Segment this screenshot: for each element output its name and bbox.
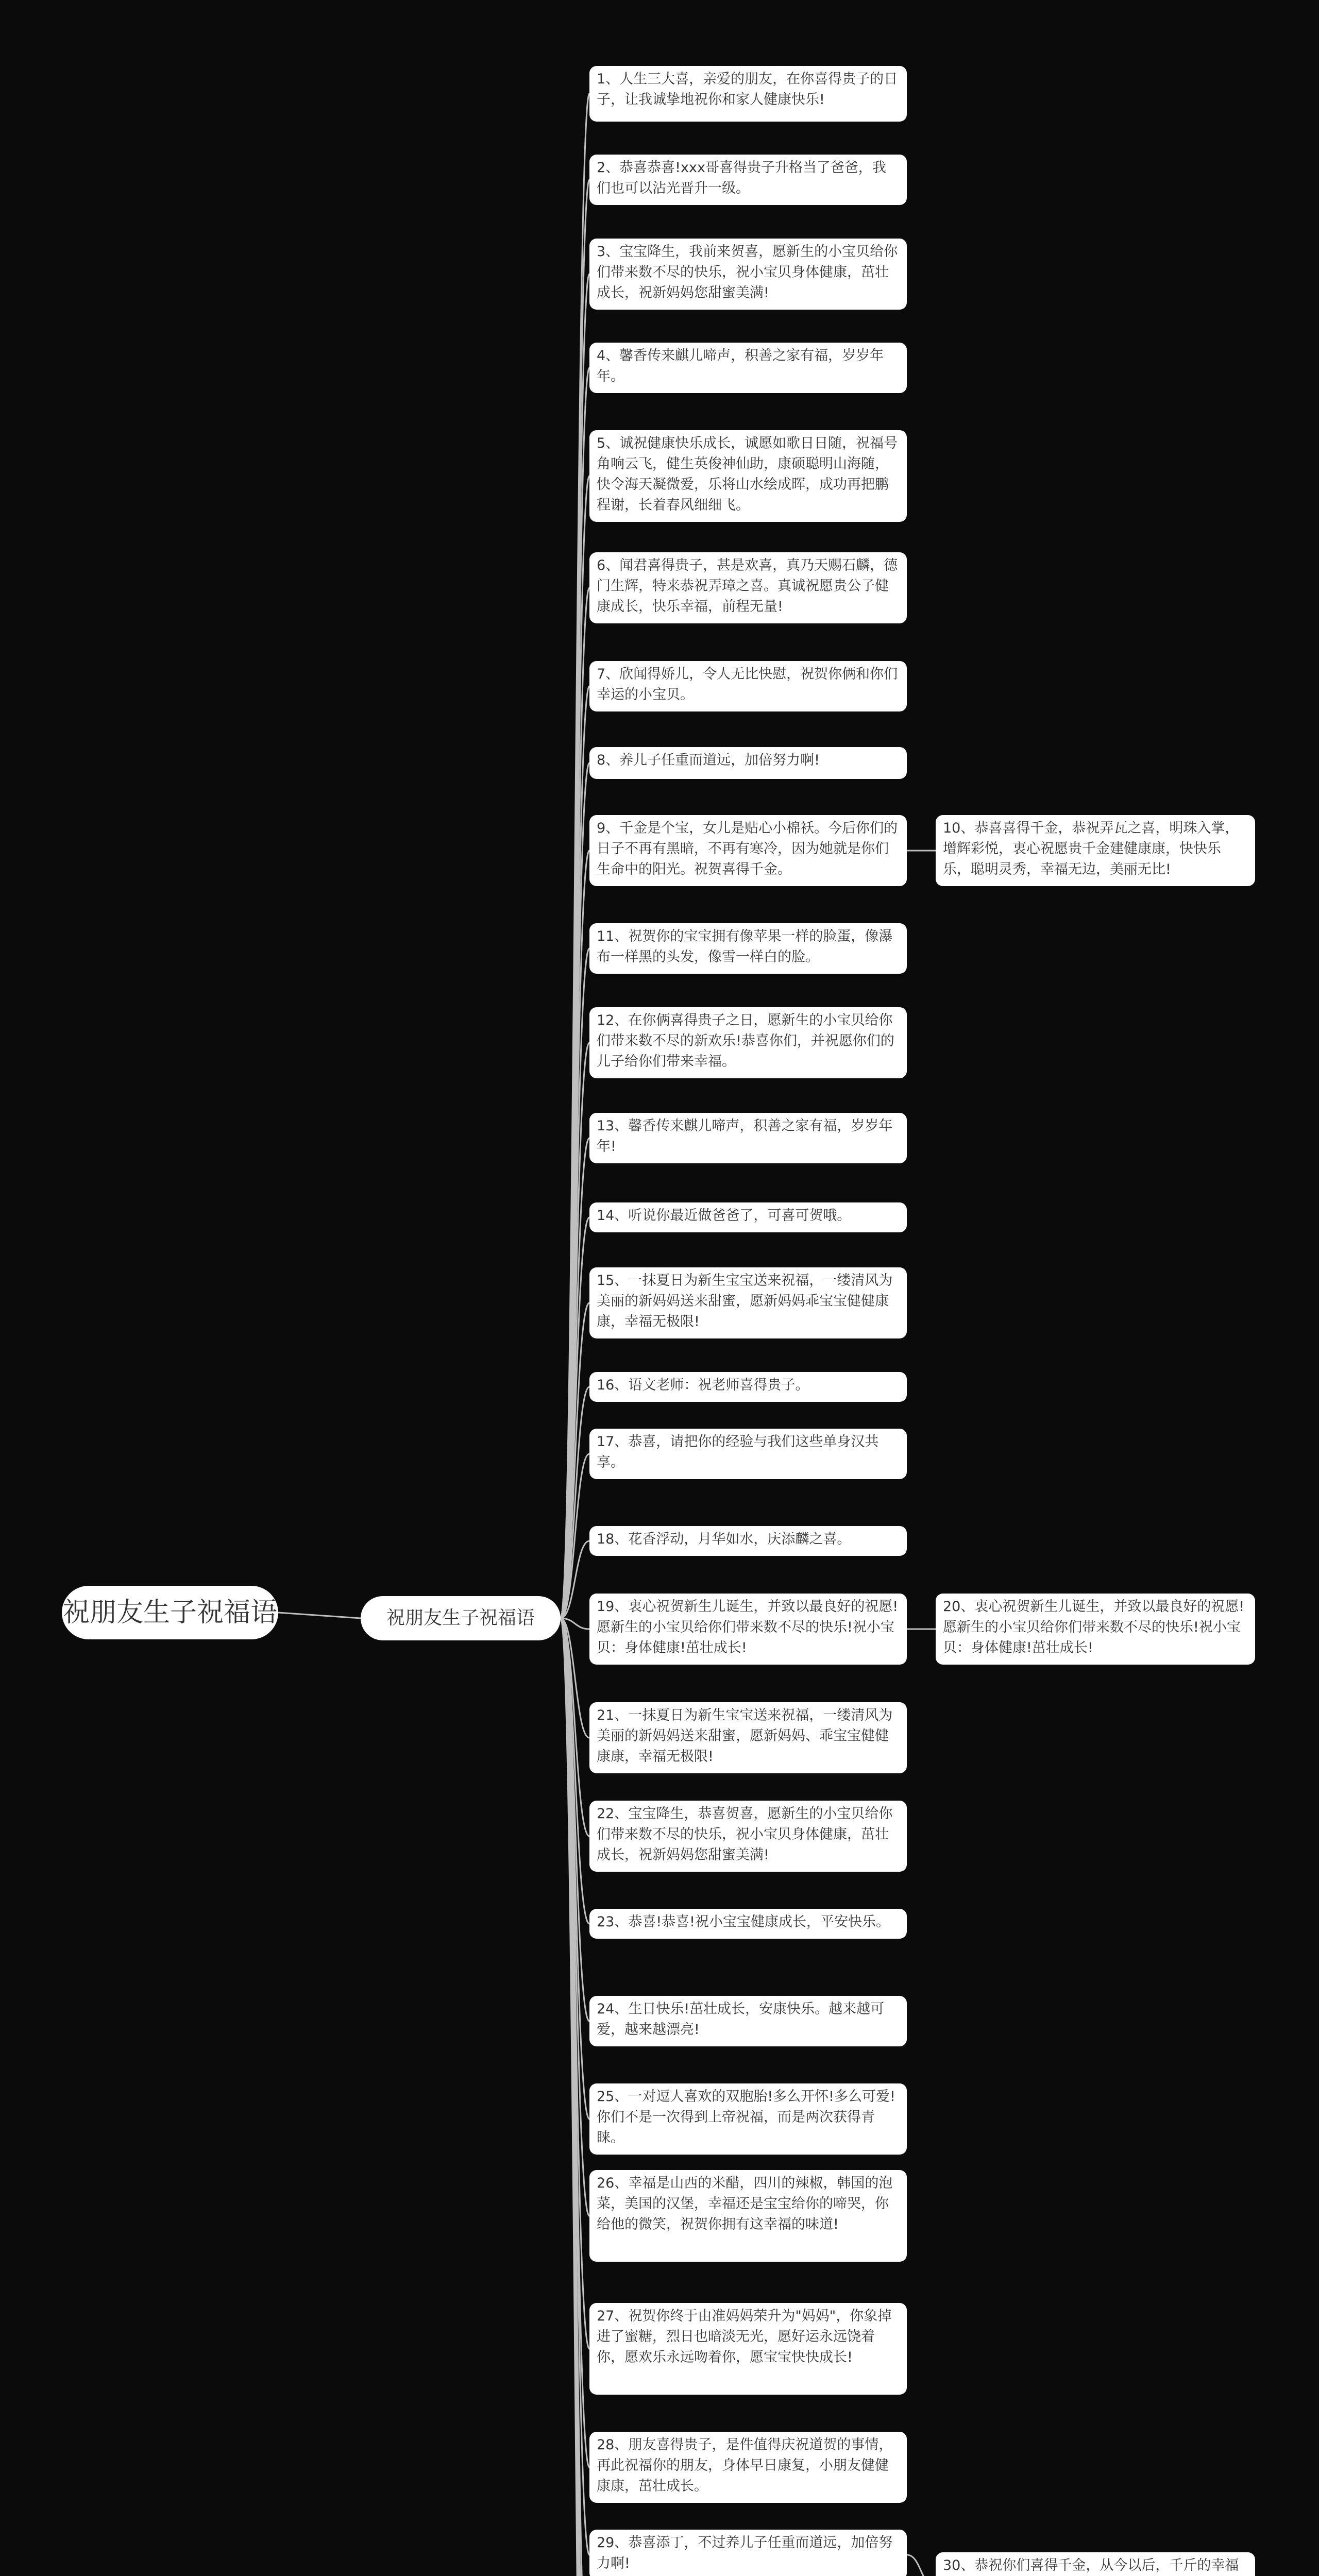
branch-item[interactable]: 6、闻君喜得贵子，甚是欢喜，真乃天赐石麟，德门生辉，特来恭祝弄璋之喜。真诚祝愿贵公子健康成长，快乐幸福，前程无量! — [589, 552, 907, 623]
branch-item[interactable]: 28、朋友喜得贵子，是件值得庆祝道贺的事情，再此祝福你的朋友，身体早日康复，小朋友健健康康，茁壮成长。 — [589, 2432, 907, 2503]
branch-item[interactable]: 12、在你俩喜得贵子之日，愿新生的小宝贝给你们带来数不尽的新欢乐!恭喜你们，并祝愿你们的儿子给你们带来幸福。 — [589, 1007, 907, 1078]
branch-item[interactable]: 16、语文老师：祝老师喜得贵子。 — [589, 1372, 907, 1402]
sub-branch-item[interactable]: 20、衷心祝贺新生儿诞生，并致以最良好的祝愿!愿新生的小宝贝给你们带来数不尽的快乐!祝小宝贝：身体健康!茁壮成长! — [936, 1594, 1255, 1665]
sub-branch-item[interactable]: 10、恭喜喜得千金，恭祝弄瓦之喜，明珠入掌，增辉彩悦，衷心祝愿贵千金建健康康，快快乐乐，聪明灵秀，幸福无边，美丽无比! — [936, 815, 1255, 886]
branch-item[interactable]: 2、恭喜恭喜!xxx哥喜得贵子升格当了爸爸，我们也可以沾光晋升一级。 — [589, 155, 907, 205]
branch-item[interactable]: 9、千金是个宝，女儿是贴心小棉袄。今后你们的日子不再有黑暗，不再有寒冷，因为她就是你们生命中的阳光。祝贺喜得千金。 — [589, 815, 907, 886]
branch-item[interactable]: 25、一对逗人喜欢的双胞胎!多么开怀!多么可爱!你们不是一次得到上帝祝福，而是两次获得青睐。 — [589, 2083, 907, 2155]
branch-item[interactable]: 23、恭喜!恭喜!祝小宝宝健康成长，平安快乐。 — [589, 1909, 907, 1939]
sub-branch-line — [907, 2555, 936, 2576]
branch-item[interactable]: 24、生日快乐!茁壮成长，安康快乐。越来越可爱，越来越漂亮! — [589, 1996, 907, 2046]
branch-item[interactable]: 27、祝贺你终于由准妈妈荣升为"妈妈"，你象掉进了蜜糖，烈日也暗淡无光，愿好运永远饶着你，愿欢乐永远吻着你，愿宝宝快快成长! — [589, 2303, 907, 2395]
branch-item[interactable]: 19、衷心祝贺新生儿诞生，并致以最良好的祝愿!愿新生的小宝贝给你们带来数不尽的快乐!祝小宝贝：身体健康!茁壮成长! — [589, 1594, 907, 1665]
branch-item[interactable]: 15、一抹夏日为新生宝宝送来祝福，一缕清风为美丽的新妈妈送来甜蜜，愿新妈妈乖宝宝健健康康，幸福无极限! — [589, 1267, 907, 1338]
branch-item[interactable]: 22、宝宝降生，恭喜贺喜，愿新生的小宝贝给你们带来数不尽的快乐，祝小宝贝身体健康，茁壮成长，祝新妈妈您甜蜜美满! — [589, 1801, 907, 1872]
branch-item[interactable]: 4、馨香传来麒儿啼声，积善之家有福，岁岁年年。 — [589, 343, 907, 393]
branch-item[interactable]: 5、诚祝健康快乐成长，诚愿如歌日日随，祝福号角响云飞，健生英俊神仙助，康硕聪明山海随，快令海天凝微爱，乐将山水绘成晖，成功再把鹏程谢，长着春风细细飞。 — [589, 430, 907, 522]
sub-branch-item[interactable]: 30、恭祝你们喜得千金，从今以后，千斤的幸福 — [936, 2552, 1255, 2576]
branch-item[interactable]: 7、欣闻得娇儿，令人无比快慰，祝贺你俩和你们幸运的小宝贝。 — [589, 661, 907, 711]
branch-item[interactable]: 26、幸福是山西的米醋，四川的辣椒，韩国的泡菜，美国的汉堡，幸福还是宝宝给你的啼哭，你给他的微笑，祝贺你拥有这幸福的味道! — [589, 2170, 907, 2262]
branch-item[interactable]: 8、养儿子任重而道远，加倍努力啊! — [589, 747, 907, 779]
branch-item[interactable]: 14、听说你最近做爸爸了，可喜可贺哦。 — [589, 1202, 907, 1232]
root-topic[interactable]: 祝朋友生子祝福语 — [62, 1586, 278, 1639]
branch-item[interactable]: 29、恭喜添丁，不过养儿子任重而道远，加倍努力啊! — [589, 2530, 907, 2576]
branch-item[interactable]: 13、馨香传来麒儿啼声，积善之家有福，岁岁年年! — [589, 1113, 907, 1163]
branch-item[interactable]: 1、人生三大喜，亲爱的朋友，在你喜得贵子的日子，让我诚挚地祝你和家人健康快乐! — [589, 66, 907, 122]
branch-item[interactable]: 11、祝贺你的宝宝拥有像苹果一样的脸蛋，像瀑布一样黑的头发，像雪一样白的脸。 — [589, 923, 907, 974]
hub-topic[interactable]: 祝朋友生子祝福语 — [361, 1596, 561, 1640]
branch-item[interactable]: 3、宝宝降生，我前来贺喜，愿新生的小宝贝给你们带来数不尽的快乐，祝小宝贝身体健康，茁壮成长，祝新妈妈您甜蜜美满! — [589, 239, 907, 310]
root-to-hub-line — [278, 1613, 361, 1618]
branch-item[interactable]: 21、一抹夏日为新生宝宝送来祝福，一缕清风为美丽的新妈妈送来甜蜜，愿新妈妈、乖宝宝健健康康，幸福无极限! — [589, 1702, 907, 1773]
branch-item[interactable]: 17、恭喜，请把你的经验与我们这些单身汉共享。 — [589, 1429, 907, 1479]
branch-item[interactable]: 18、花香浮动，月华如水，庆添麟之喜。 — [589, 1526, 907, 1556]
